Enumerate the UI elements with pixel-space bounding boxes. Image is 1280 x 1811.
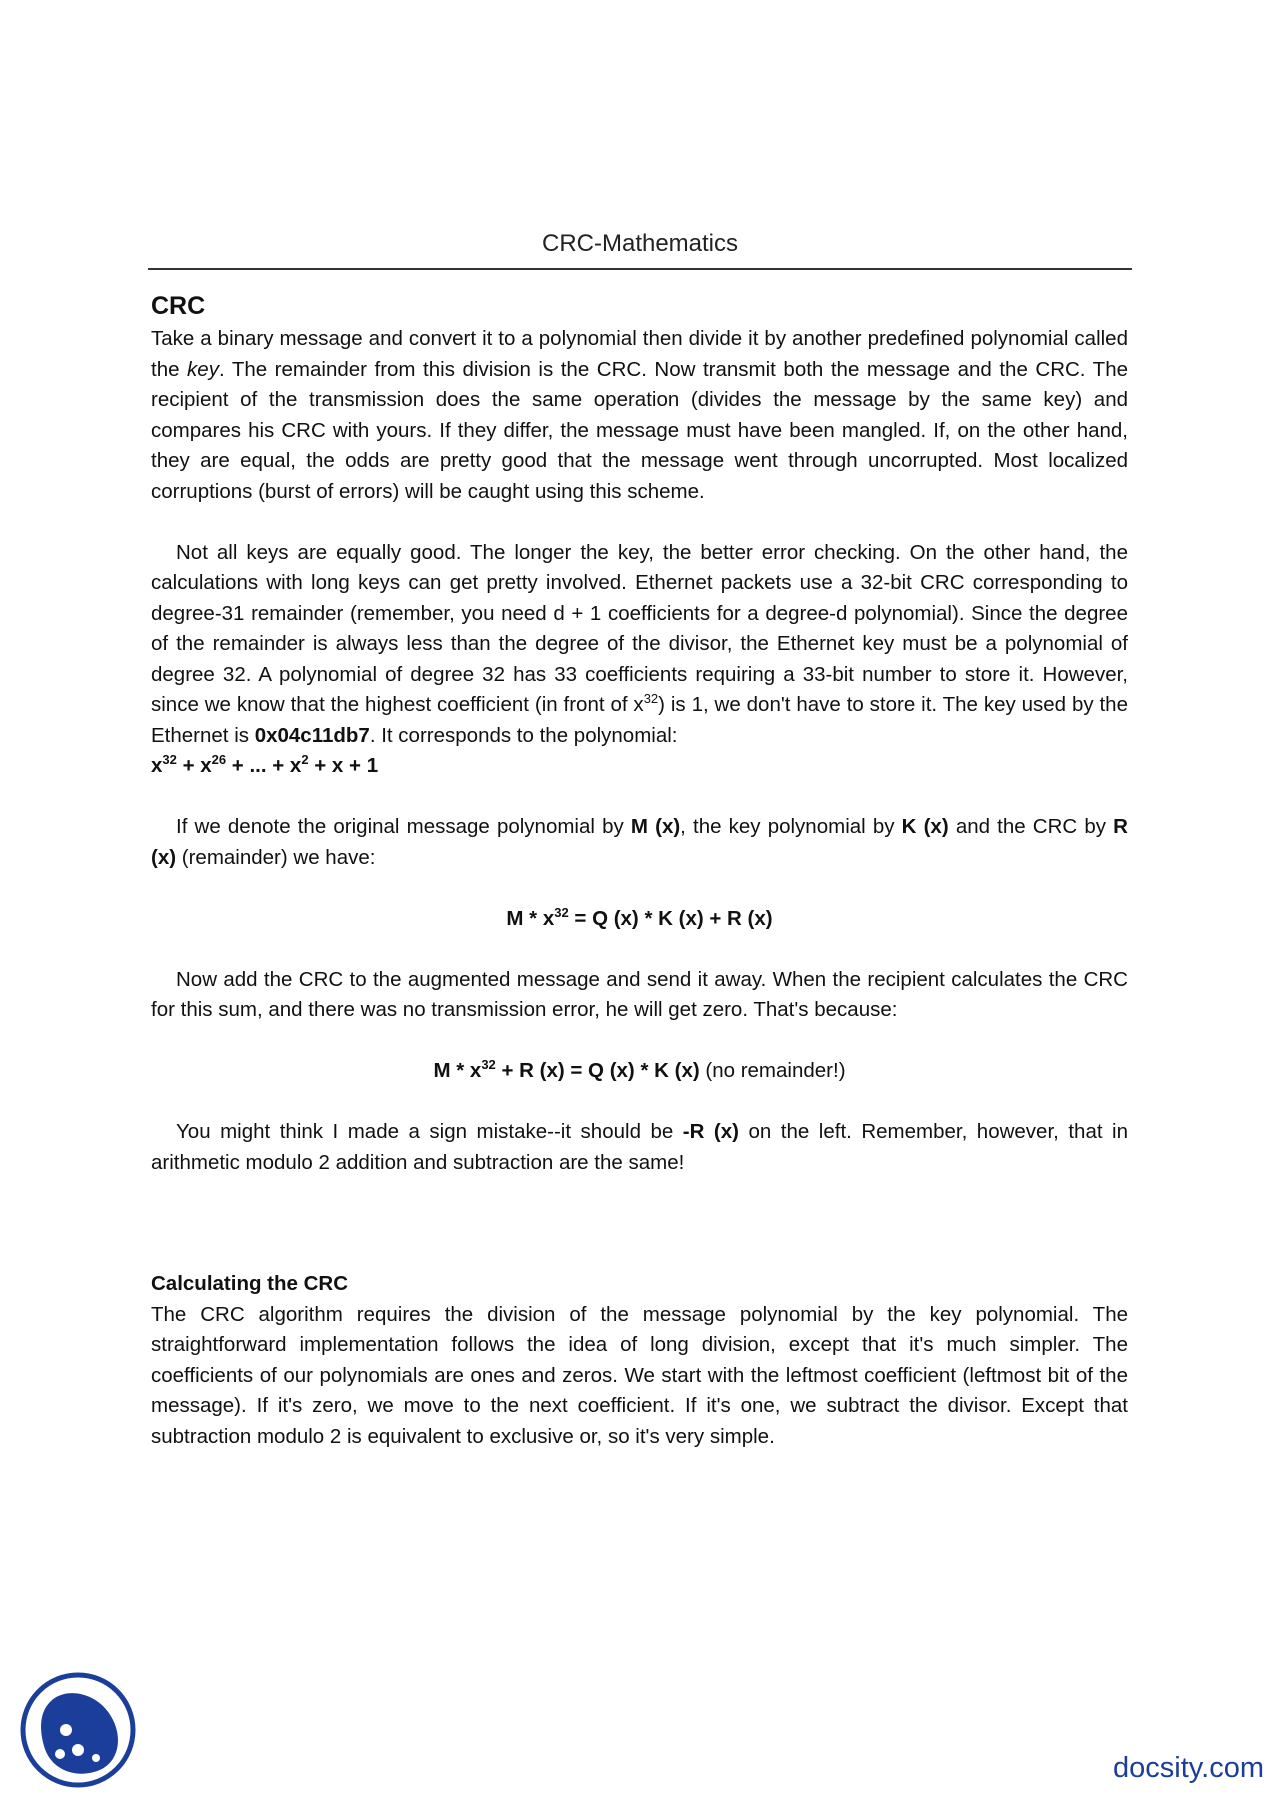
- ethernet-polynomial: $x^{32} + x^{26}$ + ... + $x^2 + x + 1$: [151, 752, 379, 777]
- equation-no-remainder: $M * x^{32} + R$ (x) = Q (x) * K (x) (no remainder!): [433, 1057, 846, 1082]
- paragraph-notation: If we denote the original message polynomial by M (x), the key polynomial by K (x) and the CRC by R (x) (remainder) we have:: [151, 815, 1128, 869]
- page-title: CRC-Mathematics: [541, 230, 739, 257]
- ethernet-key-value: 0x04c11db7: [254, 723, 370, 747]
- equation-division: $M * x^{32} = Q$ (x) * K (x) + R (x): [506, 904, 773, 930]
- docsity-logo-icon: [20, 1672, 136, 1788]
- key-term: key: [187, 357, 219, 381]
- docsity-brand-link[interactable]: docsity.com: [1113, 1752, 1264, 1784]
- paragraph-crc-intro: Take a binary message and convert it to a polynomial then divide it by another predefined polynomial called the key. The remainder from this division is the CRC. Now transmit both the message and the CRC. The recipient of the transmission does the same operation (divides the message by the same key) and compares his CRC with yours. If they differ, the message must have been mangled. If, on the other hand, they are equal, the odds are pretty good that the message went through uncorrupted. Most localized corruptions (burst of errors) will be caught using this scheme.: [151, 327, 1128, 503]
- section-heading-crc: CRC: [151, 292, 206, 320]
- paragraph-algorithm: The CRC algorithm requires the division of the message polynomial by the key polynomial. The straightforward implementation follows the idea of long division, except that it's much simpler. The coefficients of our polynomials are ones and zeros. We start with the leftmost coefficient (leftmost bit of the message). If it's zero, we move to the next coefficient. If it's one, we subtract the divisor. Except that subtraction modulo 2 is equivalent to exclusive or, so it's very simple.: [151, 1302, 1128, 1448]
- paragraph-keys: Not all keys are equally good. The longer the key, the better error checking. On the other hand, the calculations with long keys can get pretty involved. Ethernet packets use a 32-bit CRC corresponding to degree-31 remainder (remember, you need d + 1 coefficients for a degree-d polynomial). Since the degree of the remainder is always less than the degree of the divisor, the Ethernet key must be a polynomial of degree 32. A polynomial of degree 32 has 33 coefficients requiring a 33-bit number to store it. However, since we know that the highest coefficient (in front of $x^{32}$) is 1, we don't have to store it. The key used by the Ethernet is 0x04c11db7. It corresponds to the polynomial:: [151, 540, 1128, 747]
- title-divider: [148, 268, 1132, 270]
- paragraph-sign: You might think I made a sign mistake--it should be -R (x) on the left. Remember, however, that in arithmetic modulo 2 addition and subtraction are the same!: [151, 1120, 1128, 1174]
- document-body: [151, 288, 1128, 1452]
- section-heading-calculating: Calculating the CRC: [151, 1272, 349, 1295]
- paragraph-send: Now add the CRC to the augmented message and send it away. When the recipient calculates the CRC for this sum, and there was no transmission error, he will get zero. That's because:: [151, 967, 1128, 1021]
